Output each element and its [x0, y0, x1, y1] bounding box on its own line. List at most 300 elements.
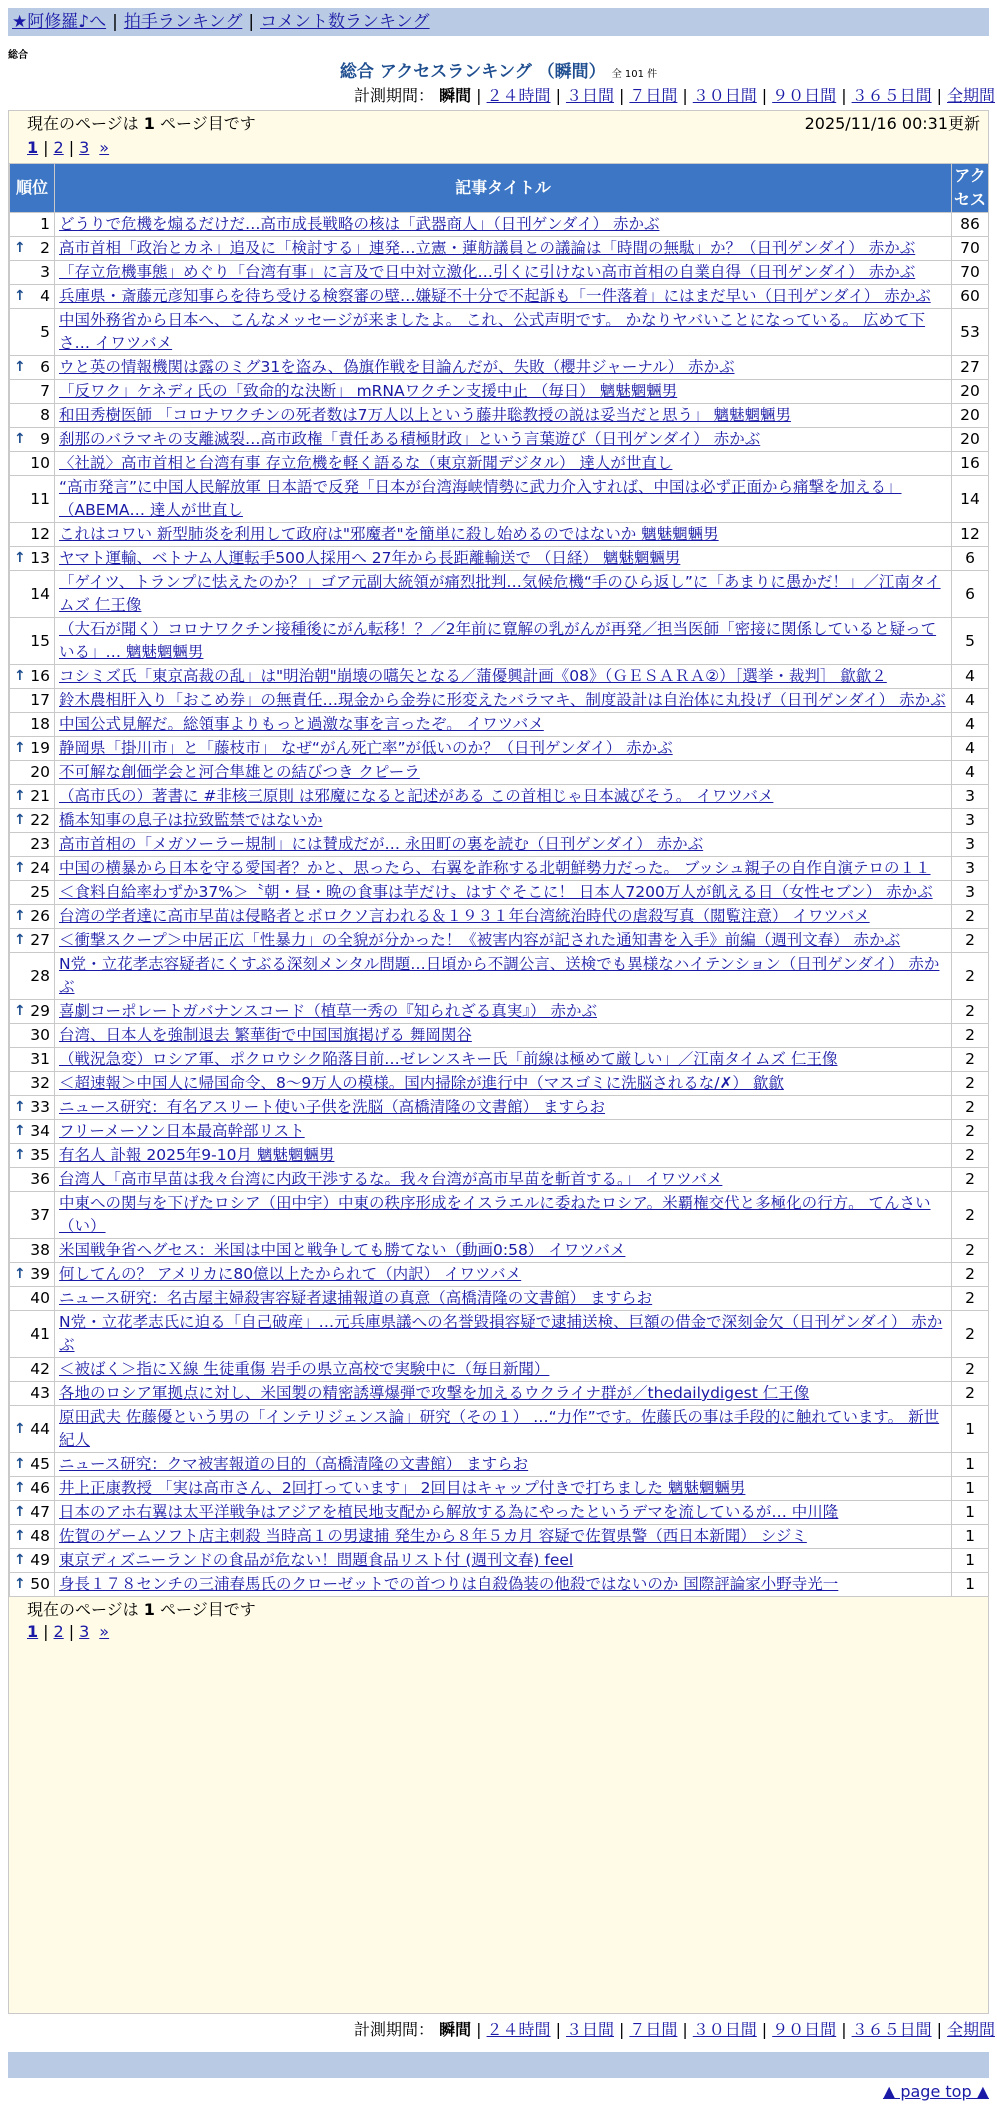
access-count: 4 [952, 713, 989, 737]
access-count: 2 [952, 1382, 989, 1406]
access-count: 86 [952, 213, 989, 237]
rank-cell [10, 285, 55, 309]
applause-ranking-link[interactable]: 拍手ランキング [123, 12, 243, 32]
access-count: 2 [952, 1192, 989, 1239]
rank-number: 17 [30, 691, 50, 709]
article-link[interactable]: 原田武夫 佐藤優という男の「インテリジェンス論」研究（その１） …“力作”です。佐藤氏の事は手段的に触れています。 新世紀人 [59, 1408, 940, 1449]
rank-number: 49 [30, 1551, 50, 1569]
title-cell [55, 452, 952, 476]
rank-number: 38 [30, 1241, 50, 1259]
rank-cell [10, 523, 55, 547]
article-link[interactable]: 「ゲイツ、トランプに怯えたのか？」ゴア元副大統領が痛烈批判…気候危機“手のひら返し”に「あまりに愚かだ！」／江南タイムズ 仁王像 [59, 573, 941, 614]
article-link[interactable]: 中国外務省から日本へ、こんなメッセージが来ましたよ。 これ、公式声明です。 かなりヤバいことになっている。 広めて下さ… イワツバメ [59, 311, 926, 352]
access-count: 5 [952, 618, 989, 665]
period-24h-link[interactable]: ２４時間 [486, 2020, 551, 2039]
title-cell [55, 380, 952, 404]
access-count: 3 [952, 785, 989, 809]
top-nav-bar [8, 8, 989, 36]
article-link[interactable]: 高市首相「政治とカネ」追及に「検討する」連発…立憲・蓮舫議員との議論は「時間の無駄」か？（日刊ゲンダイ） 赤かぶ [59, 239, 916, 257]
home-link[interactable]: ★阿修羅♪へ [12, 12, 107, 32]
access-count: 1 [952, 1549, 989, 1573]
rank-number: 23 [30, 835, 50, 853]
access-count: 6 [952, 547, 989, 571]
rank-cell [10, 476, 55, 523]
ranking-title: 総合 アクセスランキング （瞬間） [339, 62, 606, 82]
rank-up-arrow-icon: ↑ [14, 1266, 26, 1282]
rank-up-arrow-icon: ↑ [14, 1504, 26, 1520]
access-count: 70 [952, 237, 989, 261]
period-90d-link[interactable]: ９０日間 [772, 86, 837, 105]
rank-up-arrow-icon: ↑ [14, 1147, 26, 1163]
ranking-table [9, 163, 989, 1597]
rank-number: 10 [30, 454, 50, 472]
rank-cell [10, 1024, 55, 1048]
title-cell [55, 929, 952, 953]
article-link[interactable]: 台湾、日本人を強制退去 繁華街で中国国旗掲げる 舞岡関谷 [59, 1026, 472, 1044]
article-link[interactable]: フリーメーソン日本最高幹部リスト [59, 1122, 305, 1140]
table-row [10, 1453, 989, 1477]
title-cell [55, 881, 952, 905]
table-row [10, 261, 989, 285]
period-all-link[interactable]: 全期間 [946, 86, 995, 105]
rank-number: 22 [30, 811, 50, 829]
access-count: 4 [952, 737, 989, 761]
title-cell [55, 404, 952, 428]
page-1-link[interactable]: 1 [27, 138, 39, 157]
rank-number: 30 [30, 1026, 50, 1044]
rank-up-arrow-icon: ↑ [14, 908, 26, 924]
access-count: 2 [952, 953, 989, 1000]
rank-cell [10, 618, 55, 665]
title-cell [55, 1287, 952, 1311]
table-row [10, 285, 989, 309]
table-header [10, 164, 989, 213]
access-count: 3 [952, 833, 989, 857]
article-link[interactable]: （大石が聞く）コロナワクチン接種後にがん転移！？／2年前に寛解の乳がんが再発／担当医師「密接に関係していると疑っている」… 魑魅魍魎男 [59, 620, 937, 661]
table-row [10, 1287, 989, 1311]
title-cell [55, 689, 952, 713]
article-link[interactable]: “高市発言”に中国人民解放軍 日本語で反発「日本が台湾海峡情勢に武力介入すれば、中国は必ず正面から痛撃を加える」（ABEMA… 達人が世直し [59, 478, 902, 519]
title-cell [55, 1048, 952, 1072]
rank-number: 20 [30, 763, 50, 781]
article-link[interactable]: ニュース研究：クマ被害報道の目的（高橋清隆の文書館） ますらお [59, 1455, 529, 1473]
nav-separator: | [112, 12, 118, 32]
access-count: 60 [952, 285, 989, 309]
table-row [10, 1144, 989, 1168]
rank-up-arrow-icon: ↑ [14, 431, 26, 447]
table-row [10, 929, 989, 953]
rank-number: 46 [30, 1479, 50, 1497]
rank-number: 16 [30, 667, 50, 685]
rank-number: 24 [30, 859, 50, 877]
rank-number: 39 [30, 1265, 50, 1283]
table-row [10, 1382, 989, 1406]
title-cell [55, 476, 952, 523]
title-cell [55, 1024, 952, 1048]
next-page-link[interactable]: » [99, 138, 110, 157]
title-cell [55, 1311, 952, 1358]
title-cell [55, 1573, 952, 1597]
rank-up-arrow-icon: ↑ [14, 240, 26, 256]
rank-number: 4 [40, 287, 50, 305]
period-selector-top: 計測期間： 瞬間 | ２４時間 | ３日間 | ７日間 | ３０日間 | ９０日間 | ３６５日間 | 全期間 [354, 86, 995, 105]
article-link[interactable]: N党・立花孝志氏に迫る「自己破産」…元兵庫県議への名誉毀損容疑で逮捕送検、巨額の借金で深刻金欠（日刊ゲンダイ） 赤かぶ [59, 1313, 943, 1354]
rank-number: 47 [30, 1503, 50, 1521]
rank-up-arrow-icon: ↑ [14, 1576, 26, 1592]
rank-cell [10, 1120, 55, 1144]
access-count: 1 [952, 1525, 989, 1549]
rank-cell [10, 309, 55, 356]
title-cell [55, 1072, 952, 1096]
title-cell [55, 261, 952, 285]
rank-header: 順位 [10, 164, 55, 213]
article-link[interactable]: 何してんの？ アメリカに80億以上たかられて（内訳） イワツバメ [59, 1265, 522, 1283]
rank-cell [10, 761, 55, 785]
access-count: 2 [952, 1096, 989, 1120]
title-cell [55, 1453, 952, 1477]
rank-number: 42 [30, 1360, 50, 1378]
table-row [10, 1168, 989, 1192]
title-cell [55, 571, 952, 618]
ranking-panel [8, 110, 989, 2014]
article-link[interactable]: 刹那のバラマキの支離滅裂…高市政権「責任ある積極財政」という言葉遊び（日刊ゲンダイ） 赤かぶ [59, 430, 761, 448]
access-count: 3 [952, 857, 989, 881]
title-cell [55, 665, 952, 689]
article-link[interactable]: ＜衝撃スクープ＞中居正広「性暴力」の全貌が分かった！《被害内容が記された通知書を入手》前編（週刊文春） 赤かぶ [59, 931, 901, 949]
rank-cell [10, 1000, 55, 1024]
table-row [10, 428, 989, 452]
title-cell [55, 1000, 952, 1024]
rank-number: 25 [30, 883, 50, 901]
rank-cell [10, 1501, 55, 1525]
access-count: 2 [952, 1311, 989, 1358]
title-cell [55, 309, 952, 356]
article-link[interactable]: 各地のロシア軍拠点に対し、米国製の精密誘導爆弾で攻撃を加えるウクライナ群が／thedailydigest 仁王像 [59, 1384, 810, 1402]
rank-cell [10, 356, 55, 380]
rank-number: 12 [30, 525, 50, 543]
article-link[interactable]: ＜被ばく＞指にＸ線 生徒重傷 岩手の県立高校で実験中に（毎日新聞） [59, 1360, 550, 1378]
comment-ranking-link[interactable]: コメント数ランキング [260, 12, 430, 32]
total-count: 全 101 件 [611, 69, 658, 80]
access-count: 2 [952, 1144, 989, 1168]
article-link[interactable]: 東京ディズニーランドの食品が危ない！問題食品リスト付 (週刊文春) feel [59, 1551, 574, 1569]
table-row [10, 356, 989, 380]
rank-cell [10, 404, 55, 428]
article-link[interactable]: 喜劇コーポレートガバナンスコード（植草一秀の『知られざる真実』） 赤かぶ [59, 1002, 597, 1020]
rank-number: 29 [30, 1002, 50, 1020]
rank-up-arrow-icon: ↑ [14, 812, 26, 828]
table-row [10, 1048, 989, 1072]
rank-number: 8 [40, 406, 50, 424]
access-count: 1 [952, 1477, 989, 1501]
title-cell [55, 523, 952, 547]
table-row [10, 1358, 989, 1382]
article-link[interactable]: 〈社説〉高市首相と台湾有事 存立危機を軽く語るな（東京新聞デジタル） 達人が世直し [59, 454, 673, 472]
article-link[interactable]: これはコワい 新型肺炎を利用して政府は"邪魔者"を簡単に殺し始めるのではないか 魑魅魍魎男 [59, 525, 719, 543]
access-count: 16 [952, 452, 989, 476]
period-30d-link[interactable]: ３０日間 [692, 86, 757, 105]
rank-up-arrow-icon: ↑ [14, 1099, 26, 1115]
rank-number: 45 [30, 1455, 50, 1473]
title-cell [55, 1120, 952, 1144]
period-365d-link[interactable]: ３６５日間 [851, 86, 932, 105]
article-link[interactable]: 兵庫県・斎藤元彦知事らを待ち受ける検察審の壁…嫌疑不十分で不起訴も「一件落着」にはまだ早い（日刊ゲンダイ） 赤かぶ [59, 287, 931, 305]
table-row [10, 523, 989, 547]
rank-number: 18 [30, 715, 50, 733]
article-link[interactable]: ニュース研究：名古屋主婦殺害容疑者逮捕報道の真意（高橋清隆の文書館） ますらお [59, 1289, 653, 1307]
rank-number: 48 [30, 1527, 50, 1545]
access-count: 4 [952, 761, 989, 785]
table-row [10, 1024, 989, 1048]
table-row [10, 309, 989, 356]
rank-number: 41 [30, 1324, 50, 1343]
article-link[interactable]: コシミズ氏「東京高裁の乱」は"明治朝"崩壊の嚆矢となる／蒲優興計画《08》（ＧＥＳＡＲＡ②）［選挙・裁判］ 歙歙２ [59, 667, 887, 685]
article-link[interactable]: 中国の横暴から日本を守る愛国者？かと、思ったら、右翼を詐称する北朝鮮勢力だった。 ブッシュ親子の自作自演テロの１１ [59, 859, 931, 877]
rank-up-arrow-icon: ↑ [14, 788, 26, 804]
access-count: 1 [952, 1406, 989, 1453]
article-link[interactable]: 日本のアホ右翼は太平洋戦争はアジアを植民地支配から解放する為にやったというデマを流しているが… 中川隆 [59, 1503, 839, 1521]
rank-number: 40 [30, 1289, 50, 1307]
rank-cell [10, 809, 55, 833]
rank-cell [10, 237, 55, 261]
article-link[interactable]: N党・立花孝志容疑者にくすぶる深刻メンタル問題…日頃から不調公言、送検でも異様なハイテンション（日刊ゲンダイ） 赤かぶ [59, 955, 940, 996]
rank-cell [10, 785, 55, 809]
title-cell [55, 1192, 952, 1239]
article-link[interactable]: どうりで危機を煽るだけだ…高市成長戦略の核は「武器商人」（日刊ゲンダイ） 赤かぶ [59, 215, 660, 233]
article-link[interactable]: 中東への関与を下げたロシア（田中宇）中東の秩序形成をイスラエルに委ねたロシア。米覇権交代と多極化の行方。 てんさい（い） [59, 1194, 931, 1235]
rank-up-arrow-icon: ↑ [14, 1552, 26, 1568]
rank-cell [10, 571, 55, 618]
rank-cell [10, 1144, 55, 1168]
rank-cell [10, 428, 55, 452]
period-all-link[interactable]: 全期間 [946, 2020, 995, 2039]
article-link[interactable]: 鈴木農相肝入り「おこめ券」の無責任…現金から金券に形変えたバラマキ、制度設計は自治体に丸投げ（日刊ゲンダイ） 赤かぶ [59, 691, 946, 709]
table-row [10, 618, 989, 665]
rank-cell [10, 1168, 55, 1192]
access-count: 2 [952, 929, 989, 953]
article-link[interactable]: 井上正康教授 「実は高市さん、2回打っています」 2回目はキャップ付きで打ちました 魑魅魍魎男 [59, 1479, 746, 1497]
rank-cell [10, 953, 55, 1000]
rank-cell [10, 1072, 55, 1096]
rank-cell [10, 1096, 55, 1120]
rank-number: 5 [40, 322, 50, 341]
rank-cell [10, 380, 55, 404]
rank-cell [10, 1358, 55, 1382]
rank-cell [10, 1525, 55, 1549]
article-link[interactable]: 身長１７８センチの三浦春馬氏のクローゼットでの首つりは自殺偽装の他殺ではないのか 国際評論家小野寺光一 [59, 1575, 839, 1593]
article-link[interactable]: 「存立危機事態」めぐり「台湾有事」に言及で日中対立激化…引くに引けない高市首相の自業自得（日刊ゲンダイ） 赤かぶ [59, 263, 916, 281]
period-30d-link[interactable]: ３０日間 [692, 2020, 757, 2039]
period-selector-bottom: 計測期間： 瞬間 | ２４時間 | ３日間 | ７日間 | ３０日間 | ９０日間 | ３６５日間 | 全期間 [354, 2020, 995, 2039]
access-count: 4 [952, 689, 989, 713]
article-link[interactable]: （戦況急変）ロシア軍、ポクロウシク陥落目前…ゼレンスキー氏「前線は極めて厳しい」／江南タイムズ 仁王像 [59, 1050, 838, 1068]
title-cell [55, 833, 952, 857]
period-current: 瞬間 [439, 86, 472, 105]
article-link[interactable]: ニュース研究：有名アスリート使い子供を洗脳（高橋清隆の文書館） ますらお [59, 1098, 606, 1116]
table-row [10, 476, 989, 523]
title-cell [55, 809, 952, 833]
article-link[interactable]: 和田秀樹医師 「コロナワクチンの死者数は7万人以上という藤井聡教授の説は妥当だと思う」 魑魅魍魎男 [59, 406, 791, 424]
rank-up-arrow-icon: ↑ [14, 550, 26, 566]
access-count: 20 [952, 428, 989, 452]
access-count: 70 [952, 261, 989, 285]
rank-cell [10, 1239, 55, 1263]
rank-number: 26 [30, 907, 50, 925]
rank-number: 19 [30, 739, 50, 757]
page-2-link[interactable]: 2 [53, 138, 64, 157]
article-link[interactable]: 静岡県「掛川市」と「藤枝市」 なぜ“がん死亡率”が低いのか？（日刊ゲンダイ） 赤かぶ [59, 739, 673, 757]
article-link[interactable]: 中国公式見解だ。総領事よりもっと過激な事を言ったぞ。 イワツバメ [59, 715, 544, 733]
table-row [10, 785, 989, 809]
access-count: 2 [952, 1120, 989, 1144]
rank-up-arrow-icon: ↑ [14, 1420, 26, 1437]
article-link[interactable]: 「反ワク」ケネディ氏の「致命的な決断」 mRNAワクチン支援中止 （毎日） 魑魅魍魎男 [59, 382, 678, 400]
access-count: 2 [952, 905, 989, 929]
rank-number: 32 [30, 1074, 50, 1092]
rank-number: 6 [40, 358, 50, 376]
period-current: 瞬間 [439, 2020, 472, 2039]
rank-up-arrow-icon: ↑ [14, 1003, 26, 1019]
article-link[interactable]: 台湾の学者達に高市早苗は侵略者とボロクソ言われる＆１９３１年台湾統治時代の虐殺写真（閲覧注意） イワツバメ [59, 907, 870, 925]
title-cell [55, 618, 952, 665]
page-title [0, 60, 997, 87]
access-count: 2 [952, 1263, 989, 1287]
period-365d-link[interactable]: ３６５日間 [851, 2020, 932, 2039]
period-3d-link[interactable]: ３日間 [565, 86, 614, 105]
rank-up-arrow-icon: ↑ [14, 359, 26, 375]
table-row [10, 833, 989, 857]
article-link[interactable]: ウと英の情報機関は露のミグ31を盗み、偽旗作戦を目論んだが、失敗（櫻井ジャーナル） 赤かぶ [59, 358, 735, 376]
access-count: 4 [952, 665, 989, 689]
rank-up-arrow-icon: ↑ [14, 1480, 26, 1496]
rank-number: 21 [30, 787, 50, 805]
rank-number: 43 [30, 1384, 50, 1402]
article-link[interactable]: 米国戦争省ヘグセス：米国は中国と戦争しても勝てない（動画0:58） イワツバメ [59, 1241, 626, 1259]
rank-cell [10, 857, 55, 881]
article-link[interactable]: 橋本知事の息子は拉致監禁ではないか [59, 811, 323, 829]
rank-number: 13 [30, 549, 50, 567]
access-count: 53 [952, 309, 989, 356]
article-link[interactable]: （高市氏の）著書に #非核三原則 は邪魔になると記述がある この首相じゃ日本滅びそう。 イワツバメ [59, 787, 774, 805]
table-row [10, 571, 989, 618]
nav-separator: | [248, 12, 255, 32]
title-cell [55, 1477, 952, 1501]
title-cell [55, 356, 952, 380]
access-count: 1 [952, 1453, 989, 1477]
access-count: 1 [952, 1573, 989, 1597]
access-count: 6 [952, 571, 989, 618]
access-count: 27 [952, 356, 989, 380]
rank-number: 33 [30, 1098, 50, 1116]
title-cell [55, 1406, 952, 1453]
table-row [10, 1525, 989, 1549]
title-cell [55, 953, 952, 1000]
title-cell [55, 1549, 952, 1573]
table-row [10, 857, 989, 881]
rank-number: 27 [30, 931, 50, 949]
title-cell [55, 1501, 952, 1525]
period-24h-link[interactable]: ２４時間 [486, 86, 551, 105]
table-row [10, 737, 989, 761]
table-row [10, 1501, 989, 1525]
rank-number: 15 [30, 631, 50, 650]
title-cell [55, 1239, 952, 1263]
table-row [10, 713, 989, 737]
rank-cell [10, 689, 55, 713]
page-3-link[interactable]: 3 [79, 138, 90, 157]
article-link[interactable]: ヤマト運輸、ベトナム人運転手500人採用へ 27年から長距離輸送で （日経） 魑魅魍魎男 [59, 549, 681, 567]
title-header: 記事タイトル [55, 164, 952, 213]
access-count: 2 [952, 1072, 989, 1096]
period-7d-link[interactable]: ７日間 [629, 86, 678, 105]
table-row [10, 452, 989, 476]
table-row [10, 809, 989, 833]
access-count: 14 [952, 476, 989, 523]
title-cell [55, 1263, 952, 1287]
access-count: 3 [952, 881, 989, 905]
rank-cell [10, 665, 55, 689]
table-row [10, 1406, 989, 1453]
next-page-link[interactable]: » [99, 1622, 110, 1641]
page-top-link[interactable]: ▲ page top ▲ [882, 2082, 989, 2101]
access-count: 1 [952, 1501, 989, 1525]
table-row [10, 1096, 989, 1120]
rank-number: 44 [30, 1419, 50, 1438]
article-link[interactable]: 高市首相の「メガソーラー規制」には賛成だが… 永田町の裏を読む（日刊ゲンダイ） 赤かぶ [59, 835, 704, 853]
page-3-link[interactable]: 3 [79, 1622, 90, 1641]
table-row [10, 1477, 989, 1501]
rank-cell [10, 737, 55, 761]
table-row [10, 761, 989, 785]
article-link[interactable]: 佐賀のゲームソフト店主刺殺 当時高１の男逮捕 発生から８年５カ月 容疑で佐賀県警（西日本新聞） シジミ [59, 1527, 807, 1545]
access-count: 2 [952, 1358, 989, 1382]
rank-cell [10, 713, 55, 737]
period-3d-link[interactable]: ３日間 [565, 2020, 614, 2039]
rank-up-arrow-icon: ↑ [14, 932, 26, 948]
period-90d-link[interactable]: ９０日間 [772, 2020, 837, 2039]
title-cell [55, 213, 952, 237]
article-link[interactable]: 有名人 訃報 2025年9-10月 魑魅魍魎男 [59, 1146, 335, 1164]
rank-number: 37 [30, 1205, 50, 1224]
access-count: 20 [952, 380, 989, 404]
article-link[interactable]: 不可解な創価学会と河合隼雄との結びつき クピーラ [59, 763, 420, 781]
access-count: 2 [952, 1168, 989, 1192]
access-count: 2 [952, 1287, 989, 1311]
table-row [10, 1573, 989, 1597]
table-row [10, 881, 989, 905]
article-link[interactable]: ＜食料自給率わずか37%＞〝朝・昼・晩の食事は芋だけ〟はすぐそこに！ 日本人7200万人が飢える日（女性セブン） 赤かぶ [59, 883, 933, 901]
article-link[interactable]: 台湾人「高市早苗は我々台湾に内政干渉するな。我々台湾が高市早苗を斬首する。」 イワツバメ [59, 1170, 723, 1188]
period-label: 計測期間： [354, 86, 435, 105]
access-header: アクセス [952, 164, 989, 213]
rank-cell [10, 1263, 55, 1287]
page-1-link[interactable]: 1 [27, 1622, 39, 1641]
title-cell [55, 1096, 952, 1120]
table-row [10, 1263, 989, 1287]
article-link[interactable]: ＜超速報＞中国人に帰国命令、8～9万人の模様。国内掃除が進行中（マスゴミに洗脳されるな/✗） 歙歙 [59, 1074, 784, 1092]
page-2-link[interactable]: 2 [53, 1622, 64, 1641]
rank-cell [10, 1477, 55, 1501]
rank-number: 7 [40, 382, 50, 400]
table-row [10, 380, 989, 404]
rank-up-arrow-icon: ↑ [14, 1528, 26, 1544]
period-7d-link[interactable]: ７日間 [629, 2020, 678, 2039]
title-cell [55, 1168, 952, 1192]
category-label: 総合 [8, 50, 28, 61]
rank-cell [10, 547, 55, 571]
rank-cell [10, 261, 55, 285]
access-count: 2 [952, 1024, 989, 1048]
